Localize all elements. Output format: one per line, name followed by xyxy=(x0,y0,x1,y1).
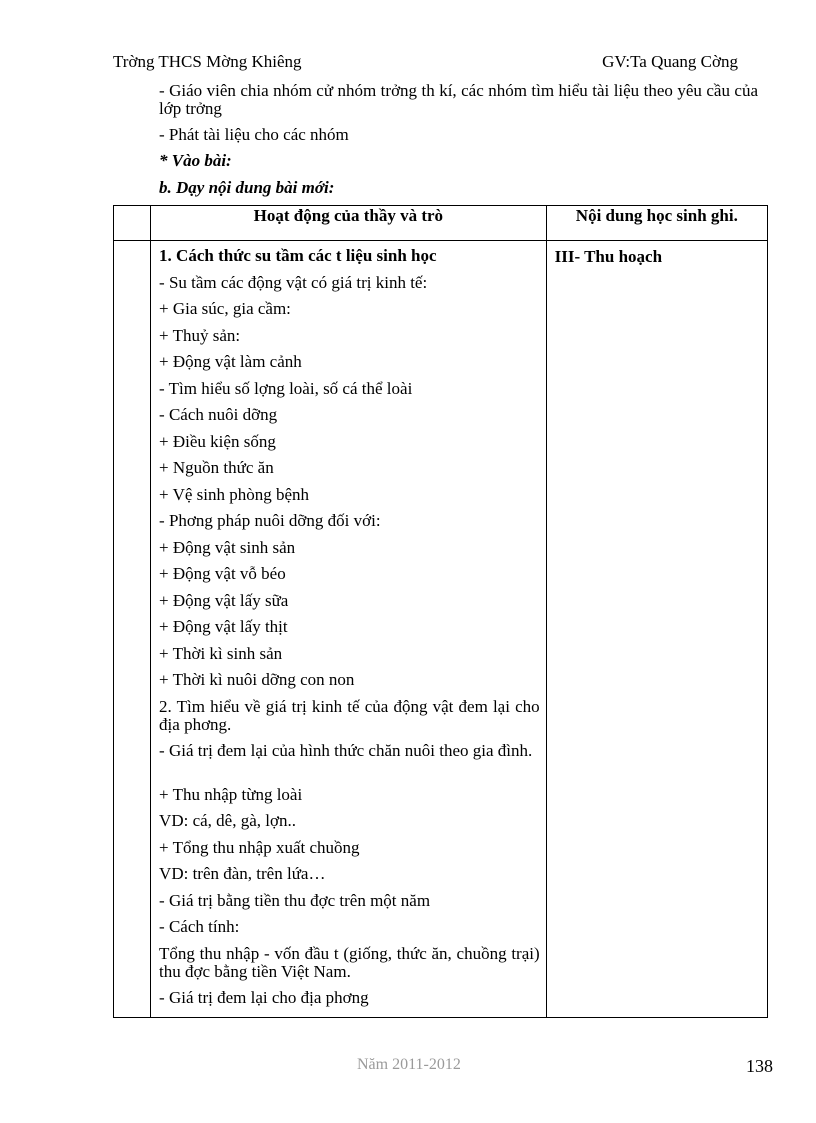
activity-line: - Cách tính: xyxy=(159,917,240,936)
activity-line: - Giá trị đem lại cho địa phơng xyxy=(159,987,369,1007)
activity-line: VD: cá, dê, gà, lợn.. xyxy=(159,811,296,830)
activity-line: + Thuỷ sản: xyxy=(159,325,241,345)
activity-line: + Điều kiện sống xyxy=(159,431,276,451)
activity-line: + Động vật vỗ béo xyxy=(159,564,286,583)
table-body-row xyxy=(114,241,768,1018)
activity-line: + Tổng thu nhập xuất chuồng xyxy=(159,837,360,857)
activity-line: + Nguồn thức ăn xyxy=(159,458,274,477)
school-name: Trờng THCS Mờng Khiêng xyxy=(113,52,302,71)
activity-cell xyxy=(151,241,547,1018)
activity-line: - Tìm hiểu số lợng loài, số cá thể loài xyxy=(159,378,413,398)
activity-line: - Phơng pháp nuôi dỡng đối với: xyxy=(159,511,381,530)
intro-line-materials: - Phát tài liệu cho các nhóm xyxy=(159,125,349,144)
heading-day-noi-dung: b. Dạy nội dung bài mới: xyxy=(159,178,335,197)
activity-line: - Cách nuôi dỡng xyxy=(159,405,278,424)
table-header-row xyxy=(114,206,768,241)
activity-line: + Thời kì nuôi dỡng con non xyxy=(159,670,355,689)
heading-vao-bai: * Vào bài: xyxy=(159,151,232,170)
activity-line: + Thu nhập từng loài xyxy=(159,784,303,804)
page-number: 138 xyxy=(746,1056,773,1076)
activity-line: + Động vật làm cảnh xyxy=(159,352,302,371)
empty-header-cell xyxy=(114,206,151,241)
activity-line: + Gia súc, gia cầm: xyxy=(159,299,291,318)
activity-line: + Vệ sinh phòng bệnh xyxy=(159,484,310,504)
activity-column-header: Hoạt động của thầy và trò xyxy=(151,206,547,241)
activity-line: - Su tầm các động vật có giá trị kinh tế: xyxy=(159,272,428,292)
activity-line: 1. Cách thức su tầm các t liệu sinh học xyxy=(159,246,437,265)
teacher-name: GV:Ta Quang Cờng xyxy=(602,52,738,71)
activity-line: - Giá trị đem lại của hình thức chăn nuôi theo gia đình. xyxy=(159,740,533,760)
intro-line-grouping: - Giáo viên chia nhóm cử nhóm trởng th kí, các nhóm tìm hiểu tài liệu theo yêu cầu của lớp trởng xyxy=(159,81,758,118)
activity-line: + Động vật sinh sản xyxy=(159,537,296,557)
notes-column-header: Nội dung học sinh ghi. xyxy=(546,206,767,241)
lesson-table xyxy=(113,205,768,1018)
activity-line: + Thời kì sinh sản xyxy=(159,643,283,663)
intro-section xyxy=(113,82,758,197)
activity-line: Tổng thu nhập - vốn đầu t (giống, thức ăn, chuồng trại) thu đợc bằng tiền Việt Nam. xyxy=(159,943,540,981)
activity-line: + Động vật lấy thịt xyxy=(159,617,288,636)
page-header xyxy=(113,52,738,72)
activity-line: + Động vật lấy sữa xyxy=(159,590,289,610)
activity-line: - Giá trị bằng tiền thu đợc trên một năm xyxy=(159,890,431,910)
activity-line: VD: trên đàn, trên lứa… xyxy=(159,864,326,883)
footer-year: Năm 2011-2012 xyxy=(357,1056,461,1073)
notes-cell: III- Thu hoạch xyxy=(546,241,767,1018)
empty-body-cell xyxy=(114,241,151,1018)
activity-line: 2. Tìm hiểu về giá trị kinh tế của động vật đem lại cho địa phơng. xyxy=(159,696,540,734)
